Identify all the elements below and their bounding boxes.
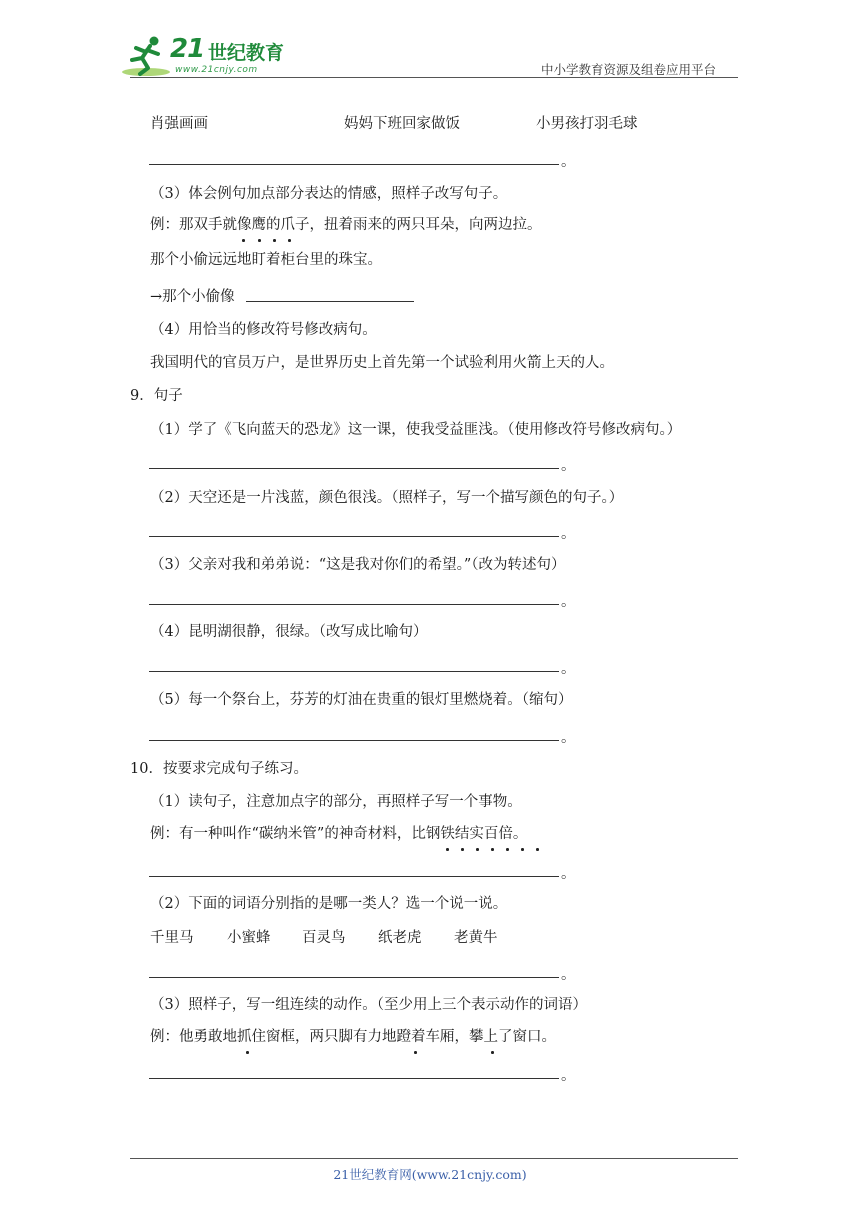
- logo-url: www.21cnjy.com: [175, 65, 258, 75]
- header-divider: [130, 77, 738, 78]
- emphasis-dot: [414, 1051, 417, 1054]
- word-item: 纸老虎: [378, 930, 422, 946]
- emphasis-dot: [536, 848, 539, 851]
- word-item: 千里马: [150, 930, 194, 946]
- header-platform-text: 中小学教育资源及组卷应用平台: [541, 62, 717, 77]
- footer-text: 21世纪教育网(www.21cnjy.com): [333, 1167, 527, 1182]
- answer-line[interactable]: [149, 164, 559, 165]
- answer-period: 。: [561, 1068, 576, 1084]
- question-prompt: （3）体会例句加点部分表达的情感，照样子改写句子。: [150, 186, 508, 202]
- answer-period: 。: [561, 661, 576, 677]
- word-item: 肖强画画: [150, 116, 208, 132]
- answer-line[interactable]: [246, 301, 414, 302]
- question-item: （2）天空还是一片浅蓝，颜色很浅。（照样子，写一个描写颜色的句子。）: [150, 490, 624, 506]
- footer-divider: [130, 1158, 738, 1159]
- answer-line[interactable]: [149, 671, 559, 672]
- emphasis-dot: [288, 239, 291, 242]
- rewrite-prompt: →那个小偷像: [150, 289, 235, 305]
- answer-line[interactable]: [149, 468, 559, 469]
- word-item: 妈妈下班回家做饭: [344, 116, 460, 132]
- answer-line[interactable]: [149, 536, 559, 537]
- question-item: （1）学了《飞向蓝天的恐龙》这一课，使我受益匪浅。（使用修改符号修改病句。）: [150, 422, 682, 438]
- emphasis-dot: [506, 848, 509, 851]
- word-item: 小蜜蜂: [227, 930, 271, 946]
- answer-period: 。: [561, 967, 576, 983]
- emphasis-dot: [242, 239, 245, 242]
- question-title: 10．按要求完成句子练习。: [130, 761, 308, 777]
- question-prompt: （2）下面的词语分别指的是哪一类人？选一个说一说。: [150, 896, 508, 912]
- answer-period: 。: [561, 866, 576, 882]
- emphasis-dot: [521, 848, 524, 851]
- logo-title: 世纪教育: [208, 42, 285, 64]
- emphasis-dot: [246, 1051, 249, 1054]
- emphasis-dot: [258, 239, 261, 242]
- emphasis-dot: [273, 239, 276, 242]
- answer-line[interactable]: [149, 977, 559, 978]
- example-sentence: 例：有一种叫作“碳纳米管”的神奇材料，比钢铁结实百倍。: [150, 826, 528, 842]
- faulty-sentence: 我国明代的官员万户，是世界历史上首先第一个试验利用火箭上天的人。: [150, 355, 614, 371]
- word-item: 老黄牛: [454, 930, 498, 946]
- answer-line[interactable]: [149, 1078, 559, 1079]
- emphasis-dot: [461, 848, 464, 851]
- example-sentence: 例：那双手就像鹰的爪子，扭着雨来的两只耳朵，向两边拉。: [150, 217, 542, 233]
- logo: [120, 34, 290, 80]
- question-item: （5）每一个祭台上，芬芳的灯油在贵重的银灯里燃烧着。（缩句）: [150, 692, 573, 708]
- answer-line[interactable]: [149, 604, 559, 605]
- answer-period: 。: [561, 730, 576, 746]
- question-prompt: （1）读句子，注意加点字的部分，再照样子写一个事物。: [150, 794, 522, 810]
- logo-number: 21: [170, 34, 205, 64]
- running-man-icon: [120, 34, 172, 78]
- question-title: 9．句子: [130, 388, 183, 404]
- emphasis-dot: [491, 848, 494, 851]
- emphasis-dot: [476, 848, 479, 851]
- emphasis-dot: [446, 848, 449, 851]
- word-item: 百灵鸟: [302, 930, 346, 946]
- question-item: （4）昆明湖很静，很绿。（改写成比喻句）: [150, 624, 428, 640]
- answer-period: 。: [561, 154, 576, 170]
- answer-period: 。: [561, 458, 576, 474]
- answer-period: 。: [561, 594, 576, 610]
- question-item: （3）父亲对我和弟弟说：“这是我对你们的希望。”（改为转述句）: [150, 557, 566, 573]
- question-prompt: （4）用恰当的修改符号修改病句。: [150, 322, 377, 338]
- word-item: 小男孩打羽毛球: [536, 116, 638, 132]
- answer-line[interactable]: [149, 876, 559, 877]
- example-sentence: 例：他勇敢地抓住窗框，两只脚有力地蹬着车厢，攀上了窗口。: [150, 1029, 556, 1045]
- question-prompt: （3）照样子，写一组连续的动作。（至少用上三个表示动作的词语）: [150, 997, 587, 1013]
- emphasis-dot: [491, 1051, 494, 1054]
- source-sentence: 那个小偷远远地盯着柜台里的珠宝。: [150, 252, 382, 268]
- answer-line[interactable]: [149, 740, 559, 741]
- answer-period: 。: [561, 526, 576, 542]
